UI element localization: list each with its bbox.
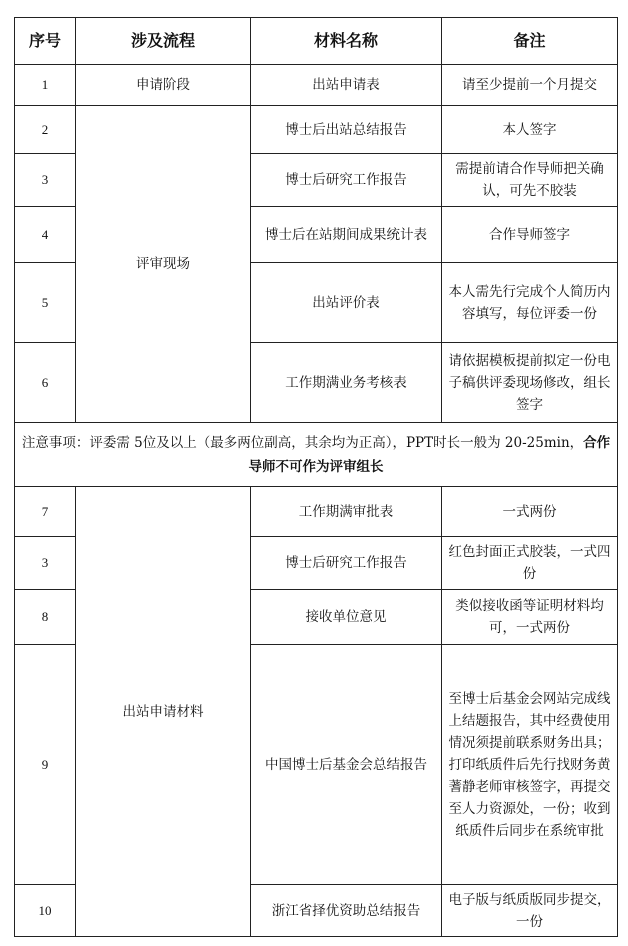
notice-text: 注意事项：评委需 5位及以上（最多两位副高，其余均为正高），PPT时长一般为 20-25min， [21, 434, 584, 451]
notice-bold-text: 合作导师不可作为评审组长 [248, 434, 611, 475]
row-material: 博士后在站期间成果统计表 [251, 207, 442, 263]
row-material: 浙江省择优资助总结报告 [251, 885, 442, 937]
materials-table [14, 17, 618, 937]
stage-review-cell: 评审现场 [76, 106, 251, 423]
row-index: 4 [15, 207, 76, 263]
notice-cell [15, 423, 618, 487]
row-material: 博士后出站总结报告 [251, 106, 442, 154]
row-remark: 红色封面正式胶装，一式四份 [442, 537, 618, 590]
row-material: 接收单位意见 [251, 590, 442, 645]
row-material: 出站申请表 [251, 65, 442, 106]
row-remark: 至博士后基金会网站完成线上结题报告，其中经费使用情况须提前联系财务出具；打印纸质件后先行找财务黄蓍静老师审核签字，再提交至人力资源处，一份；收到纸质件后同步在系统审批 [442, 645, 618, 885]
row-material: 博士后研究工作报告 [251, 154, 442, 207]
table-row [15, 65, 618, 106]
row-remark: 需提前请合作导师把关确认，可先不胶装 [442, 154, 618, 207]
row-index: 2 [15, 106, 76, 154]
row-remark: 请至少提前一个月提交 [442, 65, 618, 106]
row-index: 3 [15, 537, 76, 590]
row-remark: 合作导师签字 [442, 207, 618, 263]
row-material: 中国博士后基金会总结报告 [251, 645, 442, 885]
row-material: 工作期满业务考核表 [251, 343, 442, 423]
notice-row [15, 423, 618, 487]
row-index: 10 [15, 885, 76, 937]
row-index: 7 [15, 487, 76, 537]
row-remark: 类似接收函等证明材料均可，一式两份 [442, 590, 618, 645]
row-remark: 一式两份 [442, 487, 618, 537]
header-index: 序号 [15, 18, 76, 65]
header-process: 涉及流程 [76, 18, 251, 65]
row-index: 5 [15, 263, 76, 343]
row-remark: 请依据模板提前拟定一份电子稿供评委现场修改，组长签字 [442, 343, 618, 423]
table-header-row [15, 18, 618, 65]
row-remark: 电子版与纸质版同步提交，一份 [442, 885, 618, 937]
row-remark: 本人需先行完成个人简历内容填写，每位评委一份 [442, 263, 618, 343]
table-row [15, 106, 618, 154]
row-remark: 本人签字 [442, 106, 618, 154]
row-material: 出站评价表 [251, 263, 442, 343]
table-row [15, 487, 618, 537]
row-index: 1 [15, 65, 76, 106]
header-material: 材料名称 [251, 18, 442, 65]
row-index: 9 [15, 645, 76, 885]
row-stage: 申请阶段 [76, 65, 251, 106]
row-material: 工作期满审批表 [251, 487, 442, 537]
row-index: 3 [15, 154, 76, 207]
row-material: 博士后研究工作报告 [251, 537, 442, 590]
stage-apply-cell: 出站申请材料 [76, 487, 251, 937]
row-index: 6 [15, 343, 76, 423]
row-index: 8 [15, 590, 76, 645]
header-remark: 备注 [442, 18, 618, 65]
